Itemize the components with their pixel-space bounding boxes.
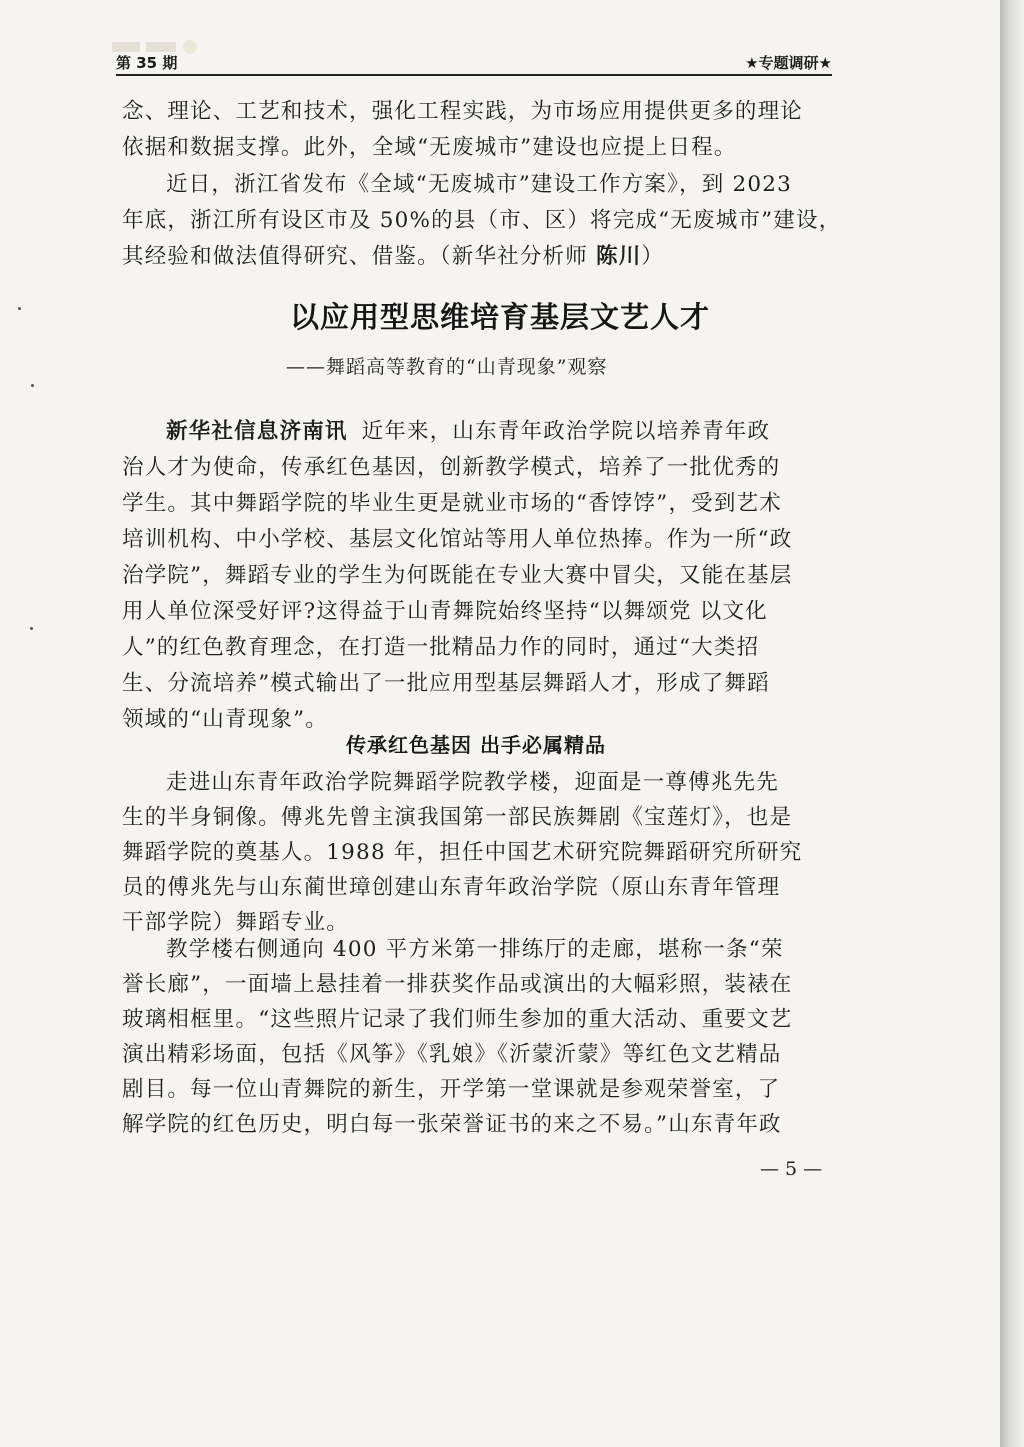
text-line: 玻璃相框里。“这些照片记录了我们师生参加的重大活动、重要文艺 [122, 1007, 793, 1032]
text-line: 培训机构、中小学校、基层文化馆站等用人单位热捧。作为一所“政 [122, 527, 793, 552]
text-fragment: 其经验和做法值得研究、借鉴。（新华社分析师 [122, 244, 596, 269]
dateline: 新华社信息济南讯 [166, 419, 348, 444]
text-line: 教学楼右侧通向 400 平方米第一排练厅的走廊，堪称一条“荣 [166, 937, 784, 962]
section-heading: 传承红色基因 出手必属精品 [346, 733, 606, 757]
author-name: 陈川 [596, 244, 642, 269]
text-line: 治学院”，舞蹈专业的学生为何既能在专业大赛中冒尖，又能在基层 [122, 563, 793, 588]
article-subtitle: ——舞蹈高等教育的“山青现象”观察 [286, 356, 608, 378]
text-fragment: 近年来，山东青年政治学院以培养青年政 [361, 419, 771, 444]
text-line: 剧目。每一位山青舞院的新生，开学第一堂课就是参观荣誉室，了 [122, 1077, 781, 1102]
text-line: 生的半身铜像。傅兆先曾主演我国第一部民族舞剧《宝莲灯》，也是 [122, 805, 793, 830]
text-line: 走进山东青年政治学院舞蹈学院教学楼，迎面是一尊傅兆先先 [166, 770, 779, 795]
text-line: 舞蹈学院的奠基人。1988 年，担任中国艺术研究院舞蹈研究所研究 [122, 840, 803, 865]
page-number: — 5 — [760, 1158, 823, 1180]
text-line: 近日，浙江省发布《全域“无废城市”建设工作方案》，到 2023 [166, 172, 792, 197]
text-line: 治人才为使命，传承红色基因，创新教学模式，培养了一批优秀的 [122, 455, 781, 480]
text-line: 领域的“山青现象”。 [122, 707, 328, 732]
scan-speck [30, 627, 33, 630]
text-line: 用人单位深受好评?这得益于山青舞院始终坚持“以舞颂党 以文化 [122, 599, 768, 624]
text-line-with-author [122, 239, 664, 270]
text-line: 依据和数据支撑。此外，全域“无废城市”建设也应提上日程。 [122, 135, 737, 160]
text-line: 学生。其中舞蹈学院的毕业生更是就业市场的“香饽饽”，受到艺术 [122, 491, 782, 516]
scan-speck [31, 384, 34, 387]
text-line: 生、分流培养”模式输出了一批应用型基层舞蹈人才，形成了舞蹈 [122, 671, 770, 696]
text-line: 人”的红色教育理念，在打造一批精品力作的同时，通过“大类招 [122, 635, 760, 660]
page-edge-shadow [1000, 0, 1024, 1447]
text-line: 干部学院）舞蹈专业。 [122, 910, 350, 935]
column-label: ★专题调研★ [745, 54, 832, 72]
text-fragment: ） [641, 244, 665, 269]
text-line: 念、理论、工艺和技术，强化工程实践，为市场应用提供更多的理论 [122, 99, 804, 124]
running-header [116, 48, 832, 76]
text-line: 演出精彩场面，包括《风筝》《乳娘》《沂蒙沂蒙》等红色文艺精品 [122, 1042, 782, 1067]
article-title: 以应用型思维培育基层文艺人才 [289, 300, 710, 334]
text-line: 员的傅兆先与山东蔺世璋创建山东青年政治学院（原山东青年管理 [122, 875, 781, 900]
text-line-with-dateline [166, 414, 770, 445]
scan-speck [18, 307, 21, 310]
text-line: 年底，浙江所有设区市及 50%的县（市、区）将完成“无废城市”建设， [122, 208, 842, 233]
text-line: 解学院的红色历史，明白每一张荣誉证书的来之不易。”山东青年政 [122, 1112, 782, 1137]
text-line: 誉长廊”，一面墙上悬挂着一排获奖作品或演出的大幅彩照，装裱在 [122, 972, 793, 997]
issue-number: 第 35 期 [116, 54, 178, 72]
